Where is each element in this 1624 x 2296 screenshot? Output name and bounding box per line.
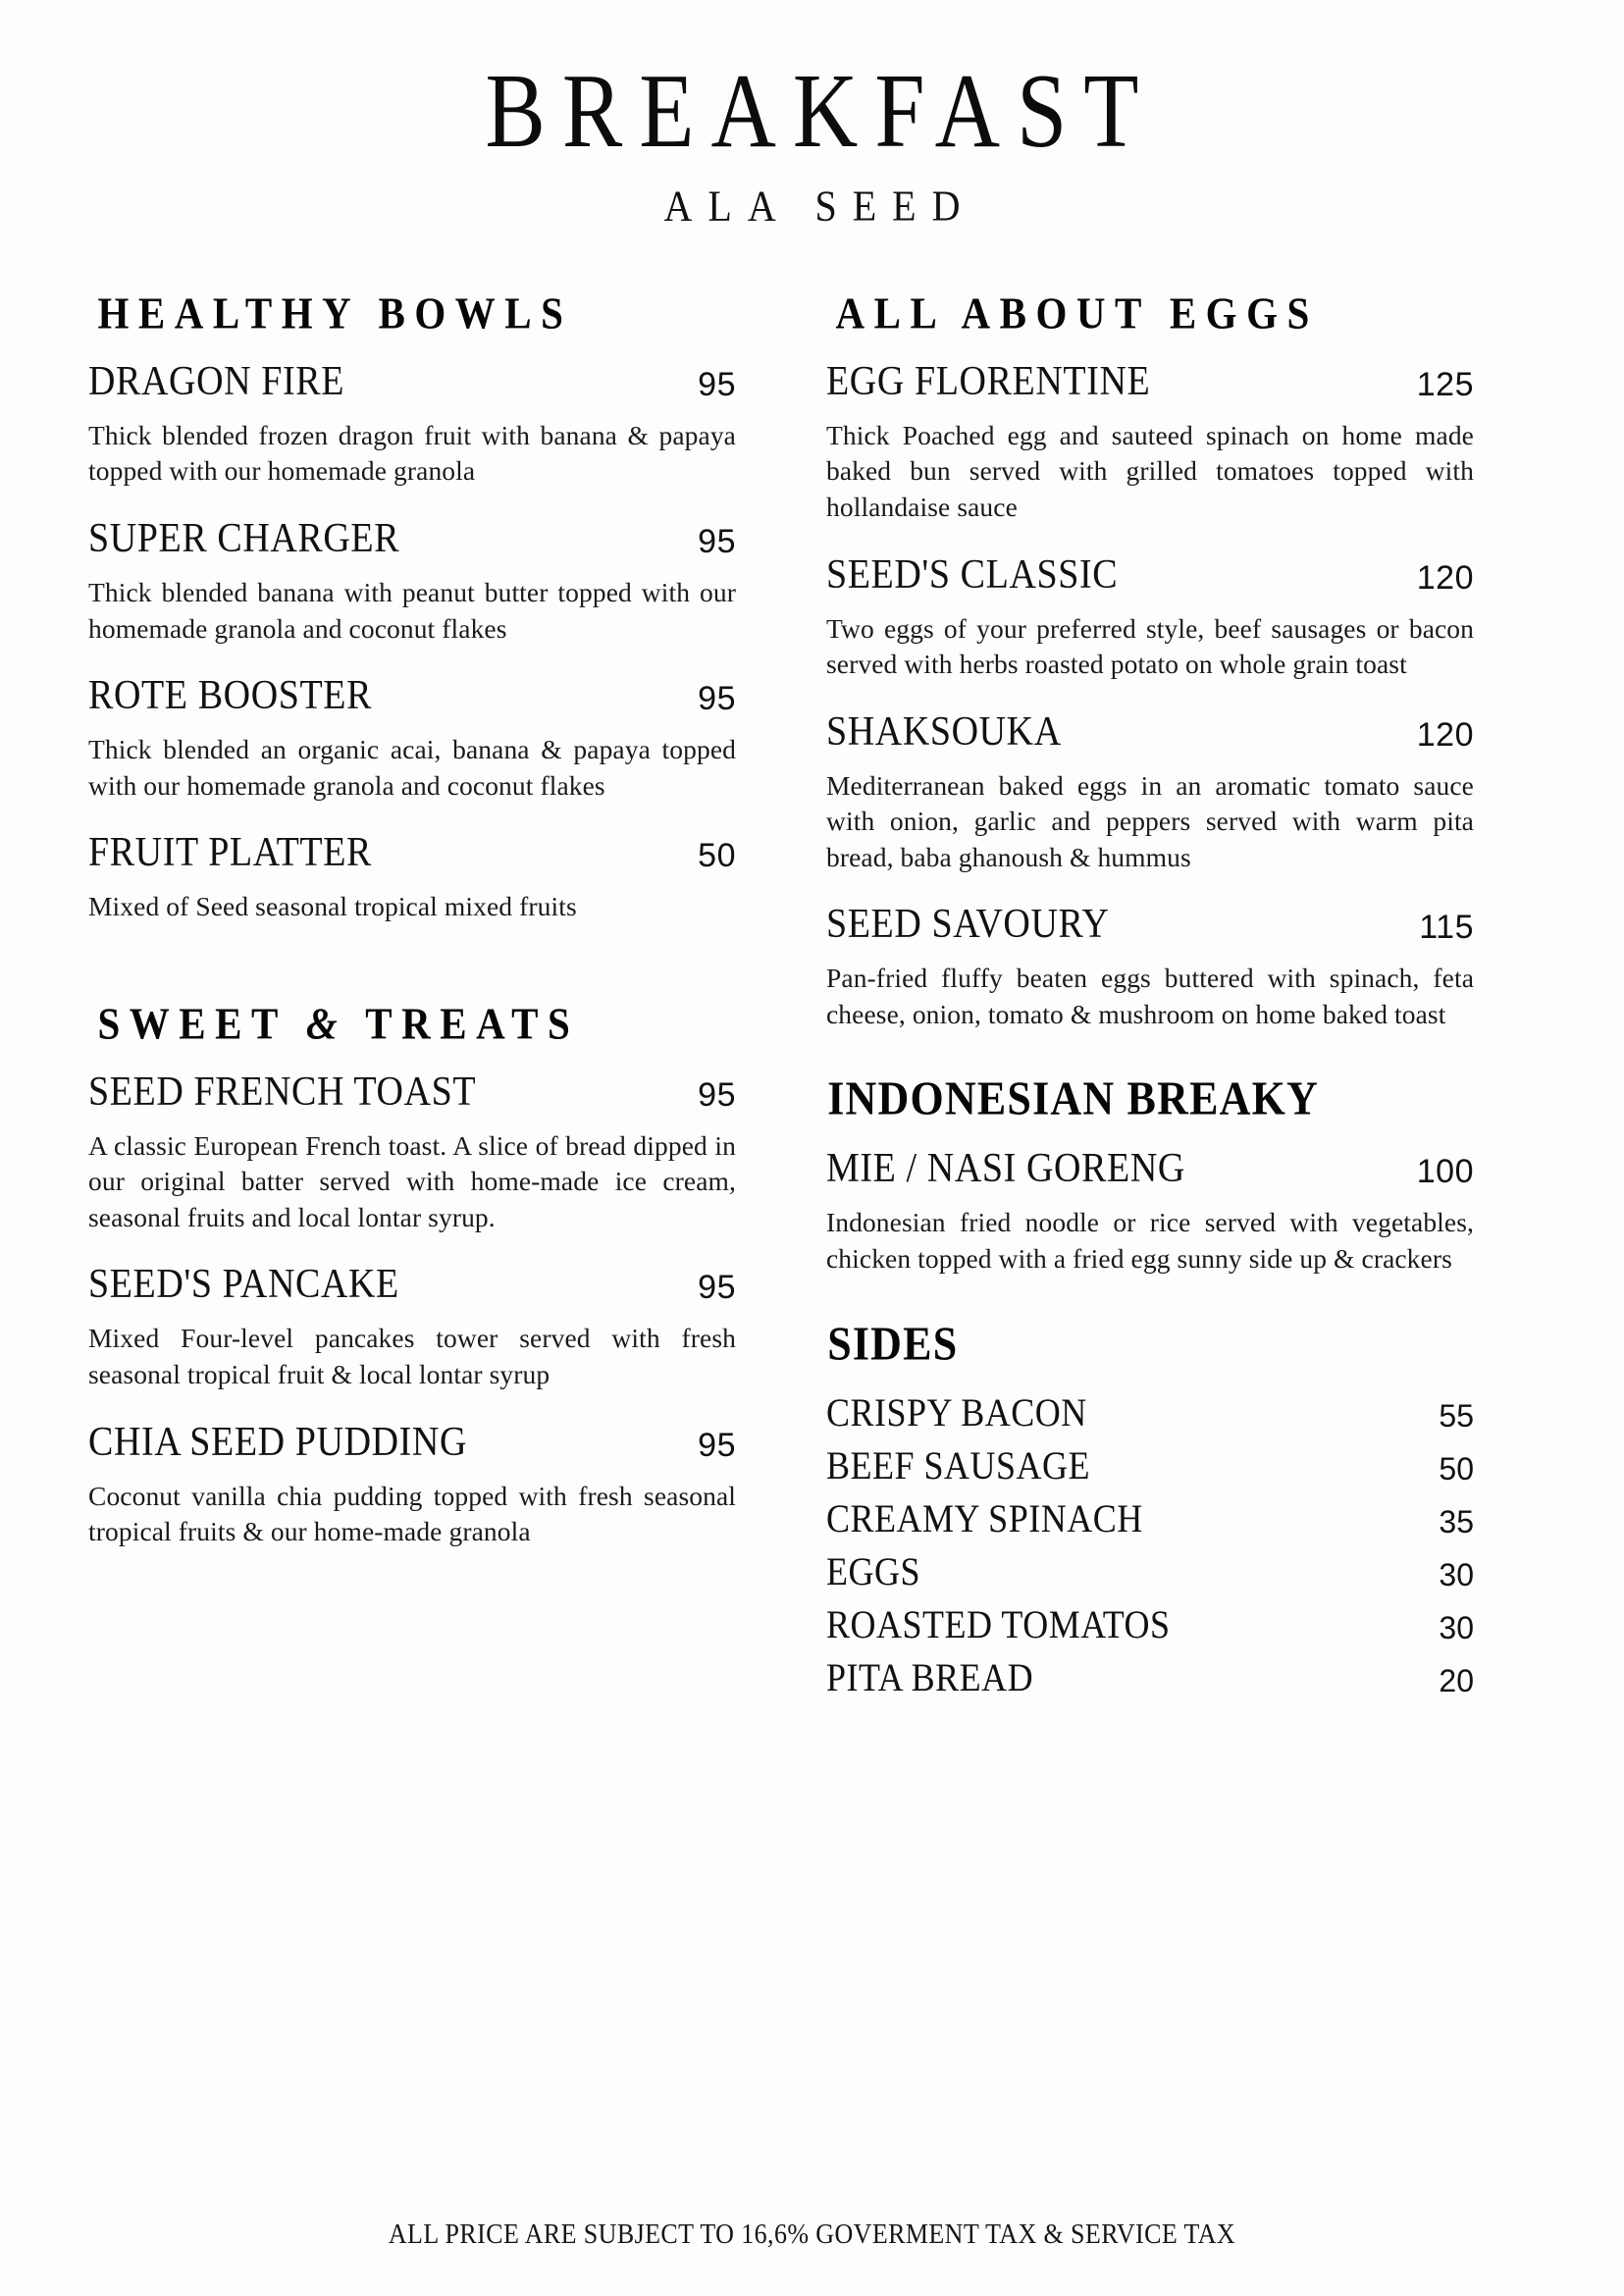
menu-item-name: DRAGON FIRE	[88, 357, 345, 404]
menu-item-row	[826, 901, 1474, 948]
menu-item-row	[826, 1145, 1474, 1192]
menu-item	[88, 1418, 736, 1550]
menu-item-row	[826, 707, 1474, 756]
menu-item-description: Thick Poached egg and sauteed spinach on home made baked bun served with grilled tomatoes topped with hollandaise sauce	[826, 419, 1474, 522]
section-heading-post: TREATS	[346, 998, 580, 1049]
ampersand-glyph: &	[305, 998, 347, 1049]
menu-item	[88, 671, 736, 804]
menu-item-description: Mixed Four-level pancakes tower served with fresh seasonal tropical fruit & local lontar syrup	[88, 1323, 736, 1390]
side-item-name: BEEF SAUSAGE	[826, 1442, 1091, 1487]
menu-item-price: 125	[1416, 365, 1474, 403]
menu-item-description: Pan-fried fluffy beaten eggs buttered with spinach, feta cheese, onion, tomato & mushroom on home baked toast	[826, 963, 1474, 1029]
section-sides	[826, 1319, 1474, 1700]
side-item-price: 35	[1439, 1503, 1474, 1539]
list-item	[826, 1548, 1474, 1594]
menu-item	[826, 550, 1474, 683]
menu-item	[826, 901, 1474, 1032]
menu-item-name: SEED'S CLASSIC	[826, 550, 1119, 598]
menu-item-price: 115	[1419, 909, 1474, 947]
menu-item-name: MIE / NASI GORENG	[826, 1145, 1185, 1192]
section-heading: ALL ABOUT EGGS	[835, 287, 1319, 339]
section-sweet-and-treats	[88, 1000, 736, 1550]
menu-item	[88, 514, 736, 647]
side-item-price: 55	[1439, 1397, 1474, 1434]
footer-tax-note: ALL PRICE ARE SUBJECT TO 16,6% GOVERMENT TAX & SERVICE TAX	[388, 2218, 1236, 2250]
menu-item-name: EGG FLORENTINE	[826, 357, 1151, 404]
list-item	[826, 1654, 1474, 1700]
menu-column-left	[88, 289, 736, 1580]
menu-item-description: Thick blended an organic acai, banana & papaya topped with our homemade granola and coconut flakes	[88, 734, 736, 801]
side-item-name: PITA BREAD	[826, 1654, 1034, 1699]
side-item-name: ROASTED TOMATOS	[826, 1601, 1171, 1646]
menu-item-name: SEED SAVOURY	[826, 901, 1110, 948]
menu-item-row	[88, 1261, 736, 1308]
menu-columns	[88, 289, 1536, 1712]
menu-item-price: 95	[698, 365, 736, 403]
sides-list	[826, 1389, 1474, 1700]
section-heading: SIDES	[827, 1317, 959, 1371]
menu-item-row	[826, 550, 1474, 599]
section-healthy-bowls	[88, 289, 736, 925]
menu-item	[826, 357, 1474, 526]
section-heading: INDONESIAN BREAKY	[827, 1072, 1319, 1125]
side-item-price: 30	[1439, 1609, 1474, 1645]
section-all-about-eggs	[826, 289, 1474, 1033]
menu-item	[88, 1068, 736, 1236]
section-heading: HEALTHY BOWLS	[97, 287, 573, 339]
menu-item	[88, 357, 736, 490]
menu-item-name: CHIA SEED PUDDING	[88, 1418, 467, 1465]
list-item	[826, 1389, 1474, 1435]
menu-masthead	[88, 0, 1536, 229]
menu-item-price: 120	[1416, 715, 1474, 754]
menu-item-description: Indonesian fried noodle or rice served with vegetables, chicken topped with a fried egg sunny side up & crackers	[826, 1207, 1474, 1275]
menu-item-row	[88, 1068, 736, 1116]
menu-item	[88, 1261, 736, 1392]
side-item-name: EGGS	[826, 1548, 921, 1593]
menu-item-price: 95	[698, 1426, 736, 1464]
menu-item-row	[88, 1418, 736, 1466]
menu-item-row	[88, 671, 736, 719]
side-item-price: 50	[1439, 1450, 1474, 1487]
menu-item-name: SUPER CHARGER	[88, 514, 400, 561]
list-item	[826, 1601, 1474, 1647]
side-item-price: 20	[1439, 1662, 1474, 1698]
side-item-name: CREAMY SPINACH	[826, 1495, 1143, 1540]
menu-item-row	[88, 829, 736, 876]
section-heading-pre: SWEET	[97, 998, 306, 1049]
menu-item-name: FRUIT PLATTER	[88, 829, 372, 876]
page-title: BREAKFAST	[485, 51, 1156, 170]
menu-item-description: Thick blended banana with peanut butter topped with our homemade granola and coconut flakes	[88, 576, 736, 644]
menu-item-price: 120	[1416, 558, 1474, 597]
menu-item-price: 95	[698, 1269, 736, 1307]
menu-item-row	[88, 357, 736, 405]
list-item	[826, 1495, 1474, 1541]
menu-item-price: 100	[1416, 1153, 1474, 1191]
menu-item-description: Mixed of Seed seasonal tropical mixed fruits	[88, 891, 577, 922]
page-subtitle: ALA SEED	[663, 181, 976, 231]
menu-column-right	[826, 289, 1474, 1712]
menu-item-price: 95	[698, 522, 736, 560]
menu-item-description: Mediterranean baked eggs in an aromatic tomato sauce with onion, garlic and peppers served with warm pita bread, baba ghanoush & hummus	[826, 769, 1474, 872]
menu-item	[88, 829, 736, 925]
menu-item-row	[88, 514, 736, 562]
section-heading	[88, 997, 736, 1049]
menu-item-price: 50	[698, 837, 736, 875]
side-item-name: CRISPY BACON	[826, 1389, 1087, 1435]
menu-item-description: Two eggs of your preferred style, beef sausages or bacon served with herbs roasted potato on whole grain toast	[826, 612, 1474, 680]
menu-item-price: 95	[698, 1075, 736, 1114]
menu-item-name: SEED'S PANCAKE	[88, 1261, 399, 1308]
list-item	[826, 1442, 1474, 1488]
menu-item-description: Coconut vanilla chia pudding topped with fresh seasonal tropical fruits & our home-made granola	[88, 1480, 736, 1547]
menu-item-row	[826, 357, 1474, 405]
menu-item-description: Thick blended frozen dragon fruit with banana & papaya topped with our homemade granola	[88, 419, 736, 487]
menu-item-name: SEED FRENCH TOAST	[88, 1068, 477, 1115]
menu-item-name: ROTE BOOSTER	[88, 671, 373, 718]
menu-item-name: SHAKSOUKA	[826, 707, 1062, 755]
menu-item-description: A classic European French toast. A slice of bread dipped in our original batter served with home-made ice cream, seasonal fruits and local lontar syrup.	[88, 1129, 736, 1232]
section-indonesian-breaky	[826, 1073, 1474, 1277]
menu-item-price: 95	[698, 680, 736, 718]
menu-item	[826, 1145, 1474, 1277]
menu-item	[826, 707, 1474, 876]
side-item-price: 30	[1439, 1556, 1474, 1592]
